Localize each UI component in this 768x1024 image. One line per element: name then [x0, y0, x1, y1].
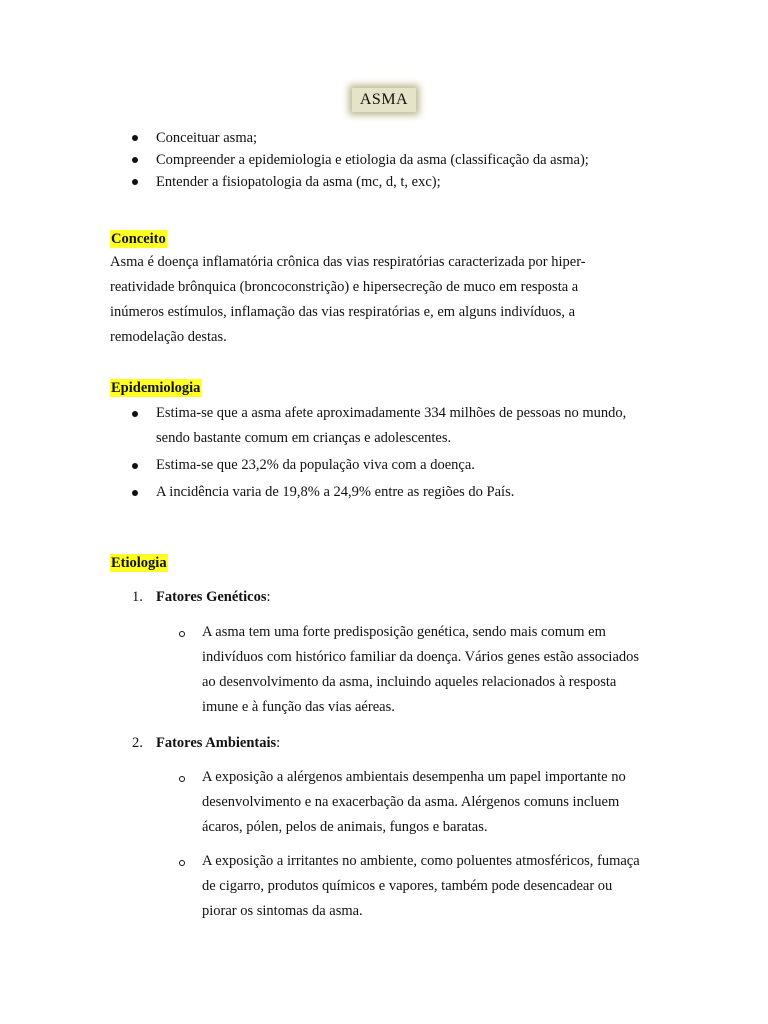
circle-bullet-icon: [179, 631, 185, 637]
factor-name: Fatores Genéticos: [156, 589, 267, 605]
epidemiologia-item: Estima-se que 23,2% da população viva com a doença.: [110, 453, 630, 478]
factor-environmental-items: [176, 765, 646, 924]
title-container: [0, 88, 768, 112]
sub-item: A exposição a irritantes no ambiente, como poluentes atmosféricos, fumaça de cigarro, produtos químicos e vapores, também pode desencadear ou piorar os sintomas da asma.: [176, 849, 646, 924]
bullet-icon: [132, 490, 138, 496]
sub-item: A asma tem uma forte predisposição genética, sendo mais comum em indivíduos com histórico familiar da doença. Vários genes estão associados ao desenvolvimento da asma, incluindo aqueles relacionados à resposta imune e à função das vias aéreas.: [176, 620, 646, 720]
objective-item: Conceituar asma;: [110, 127, 589, 149]
factor-number: 1.: [132, 589, 143, 605]
circle-bullet-icon: [179, 860, 185, 866]
factor-genetic: 1. Fatores Genéticos:: [132, 586, 271, 608]
bullet-icon: [132, 135, 138, 141]
conceito-text: Asma é doença inflamatória crônica das vias respiratórias caracterizada por hiper-reatividade brônquica (broncoconstrição) e hipersecreção de muco em resposta a inúmeros estímulos, inflamação das vias respiratórias e, em alguns indivíduos, a remodelação destas.: [110, 254, 586, 345]
document-title: ASMA: [352, 88, 416, 112]
bullet-icon: [132, 463, 138, 469]
objectives-list: [110, 127, 589, 193]
epidemiologia-list: [110, 401, 630, 507]
objective-item: Compreender a epidemiologia e etiologia da asma (classificação da asma);: [110, 149, 589, 171]
bullet-icon: [132, 411, 138, 417]
bullet-icon: [132, 179, 138, 185]
factor-name: Fatores Ambientais: [156, 735, 277, 751]
epidemiologia-heading: Epidemiologia: [111, 380, 201, 396]
etiologia-heading: Etiologia: [111, 555, 167, 571]
factor-genetic-items: [176, 620, 646, 720]
conceito-heading: Conceito: [111, 231, 166, 247]
factor-environmental: 2. Fatores Ambientais:: [132, 732, 280, 754]
factor-number: 2.: [132, 735, 143, 751]
epidemiologia-item: Estima-se que a asma afete aproximadamente 334 milhões de pessoas no mundo, sendo bastante comum em crianças e adolescentes.: [110, 401, 630, 451]
bullet-icon: [132, 157, 138, 163]
objective-item: Entender a fisiopatologia da asma (mc, d, t, exc);: [110, 171, 589, 193]
circle-bullet-icon: [179, 776, 185, 782]
epidemiologia-item: A incidência varia de 19,8% a 24,9% entre as regiões do País.: [110, 480, 630, 505]
sub-item: A exposição a alérgenos ambientais desempenha um papel importante no desenvolvimento e na exacerbação da asma. Alérgenos comuns incluem ácaros, pólen, pelos de animais, fungos e baratas.: [176, 765, 646, 840]
